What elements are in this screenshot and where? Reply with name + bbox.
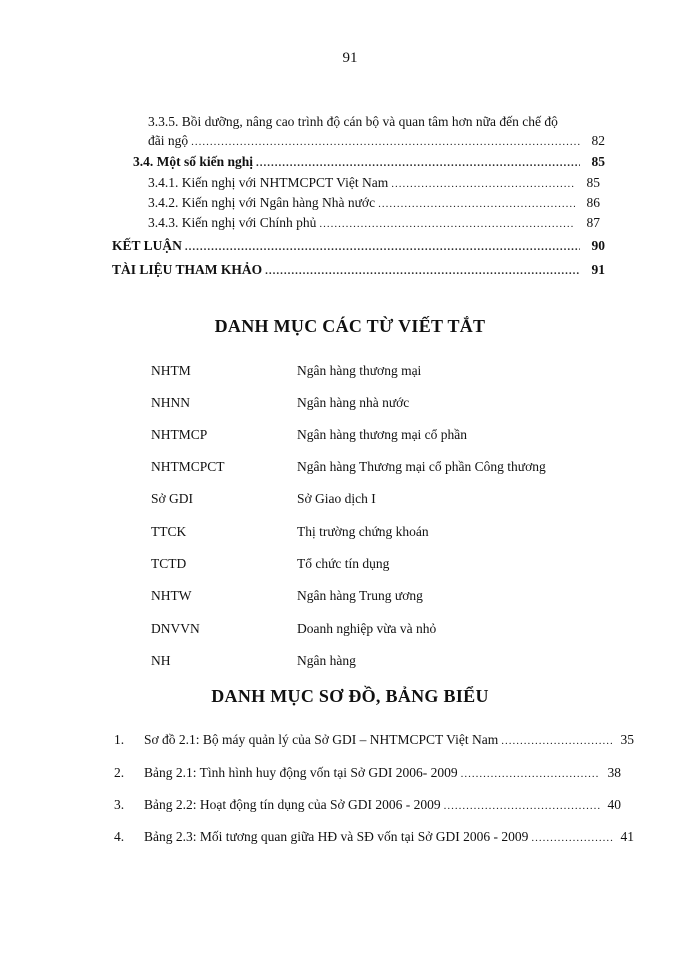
toc-entry-label: TÀI LIỆU THAM KHẢO [112,262,263,277]
dot-leader [531,828,613,848]
figure-entry-number: 1. [114,732,125,747]
page-number: 91 [342,50,358,66]
toc-page-number: 85 [586,175,600,190]
abbreviation-meaning: Ngân hàng thương mại [297,363,422,378]
figure-entry-label: Bảng 2.1: Tình hình huy động vốn tại Sở GDI 2006- 2009 [144,765,458,780]
abbreviation-meaning: Thị trường chứng khoán [297,524,429,539]
toc-page-number: 85 [591,154,605,169]
abbreviation-code: NHTW [151,588,192,603]
abbreviation-code: NH [151,653,171,668]
abbreviation-code: DNVVN [151,621,200,636]
dot-leader [501,731,613,751]
figure-entry-1[interactable] [114,730,634,750]
abbreviation-meaning: Ngân hàng thương mại cổ phần [297,427,468,442]
toc-entry-label: 3.4.1. Kiến nghị với NHTMCPCT Việt Nam [148,175,389,190]
figure-entry-label: Bảng 2.3: Mối tương quan giữa HĐ và SĐ vốn tại Sở GDI 2006 - 2009 [144,829,529,844]
figure-entry-4[interactable] [114,827,634,847]
toc-page-number: 90 [591,238,605,253]
toc-entry-label: 3.3.5. Bồi dưỡng, nâng cao trình độ cán bộ và quan tâm hơn nữa đến chế độ [148,114,558,129]
abbreviation-meaning: Tổ chức tín dụng [297,556,390,571]
figure-entry-label: Sơ đồ 2.1: Bộ máy quản lý của Sở GDI – NHTMCPCT Việt Nam [144,732,499,747]
figure-entry-label: Bảng 2.2: Hoạt động tín dụng của Sở GDI 2006 - 2009 [144,797,441,812]
abbreviation-code: NHTM [151,363,191,378]
abbreviation-code: TTCK [151,524,187,539]
figure-page-number: 38 [607,765,621,780]
toc-page-number: 87 [586,215,600,230]
abbreviation-meaning: Ngân hàng Thương mại cổ phần Công thương [297,459,546,474]
abbreviations-heading: DANH MỤC CÁC TỪ VIẾT TẮT [214,316,486,336]
figure-page-number: 41 [620,829,634,844]
figure-entry-3[interactable] [114,795,621,815]
toc-entry-label: 3.4.3. Kiến nghị với Chính phủ [148,215,317,230]
abbreviation-meaning: Doanh nghiệp vừa và nhỏ [297,621,437,636]
figure-entry-2[interactable] [114,763,621,783]
abbreviation-meaning: Ngân hàng [297,653,356,668]
toc-entry-label: 3.4.2. Kiến nghị với Ngân hàng Nhà nước [148,195,376,210]
figure-page-number: 40 [607,797,621,812]
abbreviation-meaning: Sở Giao dịch I [297,491,376,506]
abbreviation-code: NHTMCPCT [151,459,225,474]
figure-page-number: 35 [620,732,634,747]
figures-list [114,730,634,850]
abbreviation-meaning: Ngân hàng nhà nước [297,395,410,410]
abbreviation-code: NHNN [151,395,190,410]
toc-entry-label: KẾT LUẬN [112,238,182,253]
abbreviation-meaning: Ngân hàng Trung ương [297,588,423,603]
figure-entry-number: 2. [114,765,125,780]
toc-entry-label: 3.4. Một số kiến nghị [133,154,254,169]
abbreviation-code: TCTD [151,556,187,571]
toc-page-number: 86 [586,195,600,210]
dot-leader [461,764,600,784]
figure-entry-number: 4. [114,829,125,844]
toc-page-number: 91 [591,262,605,277]
toc-page-number: 82 [591,133,605,148]
figure-entry-number: 3. [114,797,125,812]
abbreviation-code: NHTMCP [151,427,208,442]
abbreviation-code: Sở GDI [151,491,194,506]
dot-leader [444,796,600,816]
toc-entry-label: đãi ngộ [148,133,189,148]
figures-heading: DANH MỤC SƠ ĐỒ, BẢNG BIỂU [211,686,489,706]
